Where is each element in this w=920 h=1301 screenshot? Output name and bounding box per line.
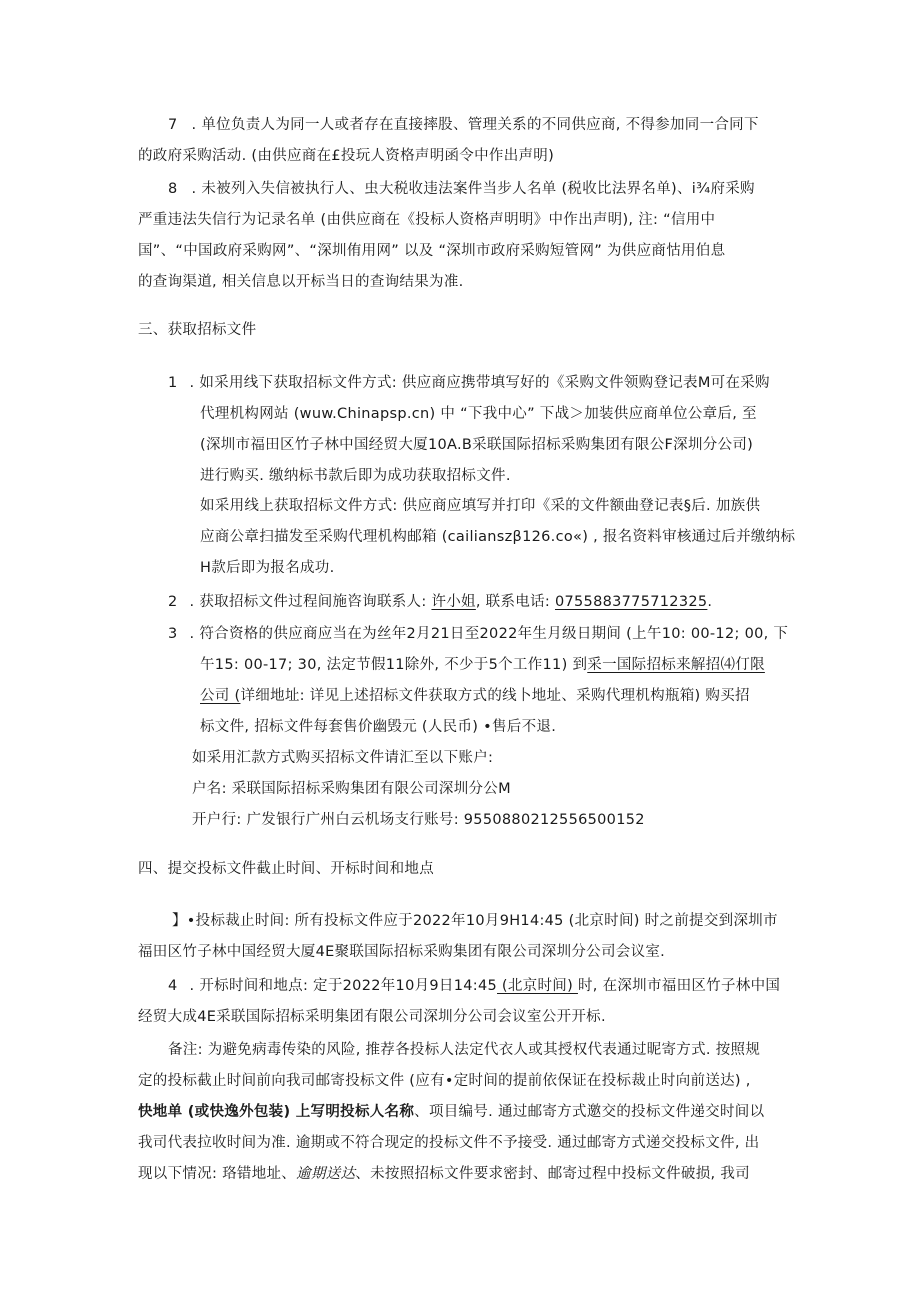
s4-item-4-line-2: 经贸大成4E采联国际招标采明集团有限公司深圳分公司会议室公开开标. (138, 1009, 606, 1025)
account-name: 户名: 采联国际招标采购集团有限公司深圳分公M (192, 781, 511, 797)
note-line-4: 我司代表拉收时间为准. 逾期或不符合现定的投标文件不予接受. 通过邮寄方式递交投标文件, 出 (138, 1135, 760, 1151)
s3-item-1-line-1 (168, 373, 770, 393)
s3-item-2-mid: , 联系电话: (475, 594, 555, 610)
s3-item-2-suffix: . (707, 594, 713, 610)
deadline-line-2: 福田区竹子林中国经贸大厦4E聚联国际招标采购集团有限公司深圳分公司会议室. (138, 944, 666, 960)
s3-item-2-prefix: . 获取招标文件过程间施咨询联系人: (189, 594, 432, 610)
contact-phone: 0755883775712325 (554, 594, 708, 610)
contact-person: 许小姐 (431, 594, 476, 610)
item-8-line-4: 的查询渠道, 相关信息以开标当日的查询结果为准. (138, 274, 464, 290)
agency-name-underlined: 采一国际招标来解招⑷仃限 (587, 657, 765, 673)
agency-name-underlined-cont: 公司 ( (200, 688, 241, 704)
s3-item-1-number: 1 (168, 375, 178, 391)
s3-item-1-line-3: (深圳市福田区竹子林中国经贸大厦10A.B采联国际招标采购集团有限公F深圳分公司) (200, 437, 754, 453)
item-8-text-1: . 未被列入失信被执行人、虫大税收违法案件当步人名单 (税收比法界名单)、i¾府采购 (191, 181, 755, 197)
s3-item-2-number: 2 (168, 594, 178, 610)
s4-item-4-text-1c: 时, 在深圳市福田区竹子林中国 (577, 978, 781, 994)
item-7-line-2: 的政府采购活动. (由供应商在£投玩人资格声明函令中作出声明) (138, 148, 555, 164)
account-bank: 开户行: 广发银行广州白云机场支行账号: 9550880212556500152 (192, 812, 645, 828)
s3-item-3-text-3b: 详细地址: 详见上述招标文件获取方式的线卜地址、采购代理机构瓶箱) 购买招 (240, 688, 750, 704)
note-line-5 (138, 1164, 750, 1184)
s3-item-3-line-4: 标文件, 招标文件每套售价幽毁元 (人民币) •售后不退. (200, 719, 557, 735)
item-7-line-1 (168, 115, 759, 135)
s3-item-3-line-2 (200, 655, 765, 675)
s3-item-3-line-1 (168, 624, 788, 644)
s3-item-1-line-4: 进行购买. 缴纳标书款后即为成功获取招标文件. (200, 468, 511, 484)
s4-item-4-line-1 (168, 976, 780, 996)
item-7-text-1: . 单位负责人为同一人或者存在直接摔股、管理关系的不同供应商, 不得参加同一合同下 (191, 117, 759, 133)
s3-item-1-text-1: . 如采用线下获取招标文件方式: 供应商应携带填写好的《采购文件领购登记表M可在采购 (189, 375, 770, 391)
item-8-number: 8 (168, 181, 178, 197)
s4-item-4-text-1a: . 开标时间和地点: 定于2022年10月9日14:45 (189, 978, 498, 994)
item-8-line-1 (168, 179, 755, 199)
item-8-line-2: 严重违法失信行为记录名单 (由供应商在《投标人资格声明明》中作出声明), 注: “信用中 (138, 212, 716, 228)
note-line-3-bold: 快地单 (或快逸外包装) 上写明投标人名称 (138, 1104, 415, 1120)
s3-item-1-line-6: 应商公章扫描发至采购代理机构邮箱 (cailianszβ126.co«) , 报名资料审核通过后并缴纳标 (200, 529, 796, 545)
s3-item-3-number: 3 (168, 626, 178, 642)
note-line-5-italic: 逾期送达 (296, 1166, 356, 1182)
s3-item-1-line-7: H款后即为报名成功. (200, 560, 335, 576)
note-line-3 (138, 1102, 764, 1122)
s3-item-3-text-1: . 符合资格的供应商应当在为丝年2月21日至2022年生月级日期间 (上午10: 00-12; 00, 下 (189, 626, 789, 642)
item-8-line-3: 国”、“中国政府采购网”、“深圳侑用网” 以及 “深圳市政府采购短管网” 为供应商怙用伯息 (138, 243, 726, 259)
remit-title: 如采用汇款方式购买招标文件请汇至以下账户: (192, 750, 494, 766)
note-line-5-c: 、未按照招标文件要求密封、邮寄过程中投标文件破损, 我司 (355, 1166, 750, 1182)
note-line-3-rest: 、项目编号. 通过邮寄方式邀交的投标文件递交时间以 (414, 1104, 765, 1120)
s3-item-3-text-2a: 午15: 00-17; 30, 法定节假11除外, 不少于5个工作11) 到 (200, 657, 588, 673)
deadline-line-1: 】•投标裁止时间: 所有投标文件应于2022年10月9H14:45 (北京时间) 时之前提交到深圳市 (172, 913, 778, 929)
note-line-1: 备注: 为避免病毒传染的风险, 推荐各投标人法定代衣人或其授权代表通过昵寄方式. 按照规 (168, 1042, 761, 1058)
s3-item-3-line-3 (200, 686, 750, 706)
note-line-2: 定的投标截止时间前向我司邮寄投标文件 (应有•定时间的提前依保证在投标裁止时向前送达) , (138, 1073, 751, 1089)
beijing-time-underlined: (北京时间) (497, 978, 578, 994)
note-line-5-a: 现以下情况: 珞错地址、 (138, 1166, 297, 1182)
section-4-heading: 四、提交投标文件截止时间、开标时间和地点 (138, 861, 434, 877)
s3-item-1-line-5: 如采用线上获取招标文件方式: 供应商应填写并打印《采的文件额曲登记表§后. 加族供 (200, 498, 761, 514)
item-7-number: 7 (168, 117, 178, 133)
s3-item-1-line-2: 代理机构网站 (wuw.Chinapsp.cn) 中 “下我中心” 下战＞加装供应商单位公章后, 至 (200, 406, 757, 422)
s3-item-2-line (168, 592, 712, 612)
s4-item-4-number: 4 (168, 978, 178, 994)
section-3-heading: 三、获取招标文件 (138, 322, 257, 338)
